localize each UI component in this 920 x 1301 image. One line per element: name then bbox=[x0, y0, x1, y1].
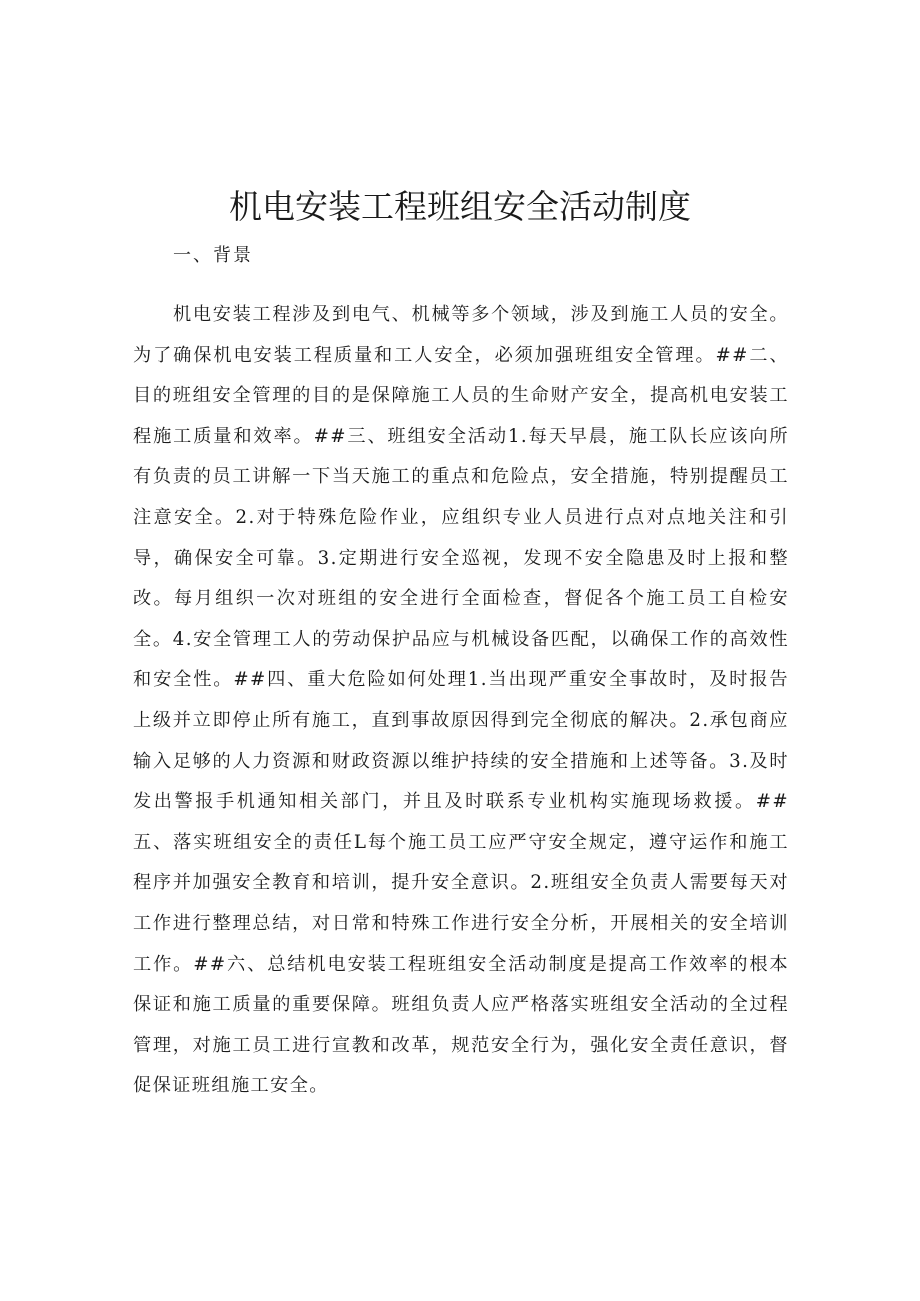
document-title: 机电安装工程班组安全活动制度 bbox=[229, 187, 691, 226]
body-paragraph: 机电安装工程涉及到电气、机械等多个领域，涉及到施工人员的安全。为了确保机电安装工程质量和工人安全，必须加强班组安全管理。##二、目的班组安全管理的目的是保障施工人员的生命财产安全，提高机电安装工程施工质量和效率。##三、班组安全活动1.每天早晨，施工队长应该向所有负责的员工讲解一下当天施工的重点和危险点，安全措施，特别提醒员工注意安全。2.对于特殊危险作业，应组织专业人员进行点对点地关注和引导，确保安全可靠。3.定期进行安全巡视，发现不安全隐患及时上报和整改。每月组织一次对班组的安全进行全面检查，督促各个施工员工自检安全。4.安全管理工人的劳动保护品应与机械设备匹配，以确保工作的高效性和安全性。##四、重大危险如何处理1.当出现严重安全事故时，及时报告上级并立即停止所有施工，直到事故原因得到完全彻底的解决。2.承包商应输入足够的人力资源和财政资源以维护持续的安全措施和上述等备。3.及时发出警报手机通知相关部门，并且及时联系专业机构实施现场救援。##五、落实班组安全的责任L每个施工员工应严守安全规定，遵守运作和施工程序并加强安全教育和培训，提升安全意识。2.班组安全负责人需要每天对工作进行整理总结，对日常和特殊工作进行安全分析，开展相关的安全培训工作。##六、总结机电安装工程班组安全活动制度是提高工作效率的根本保证和施工质量的重要保障。班组负责人应严格落实班组安全活动的全过程管理，对施工员工进行宣教和改革，规范安全行为，强化安全责任意识，督促保证班组施工安全。 bbox=[133, 304, 789, 1097]
section-heading-background: 一、背景 bbox=[173, 245, 253, 266]
